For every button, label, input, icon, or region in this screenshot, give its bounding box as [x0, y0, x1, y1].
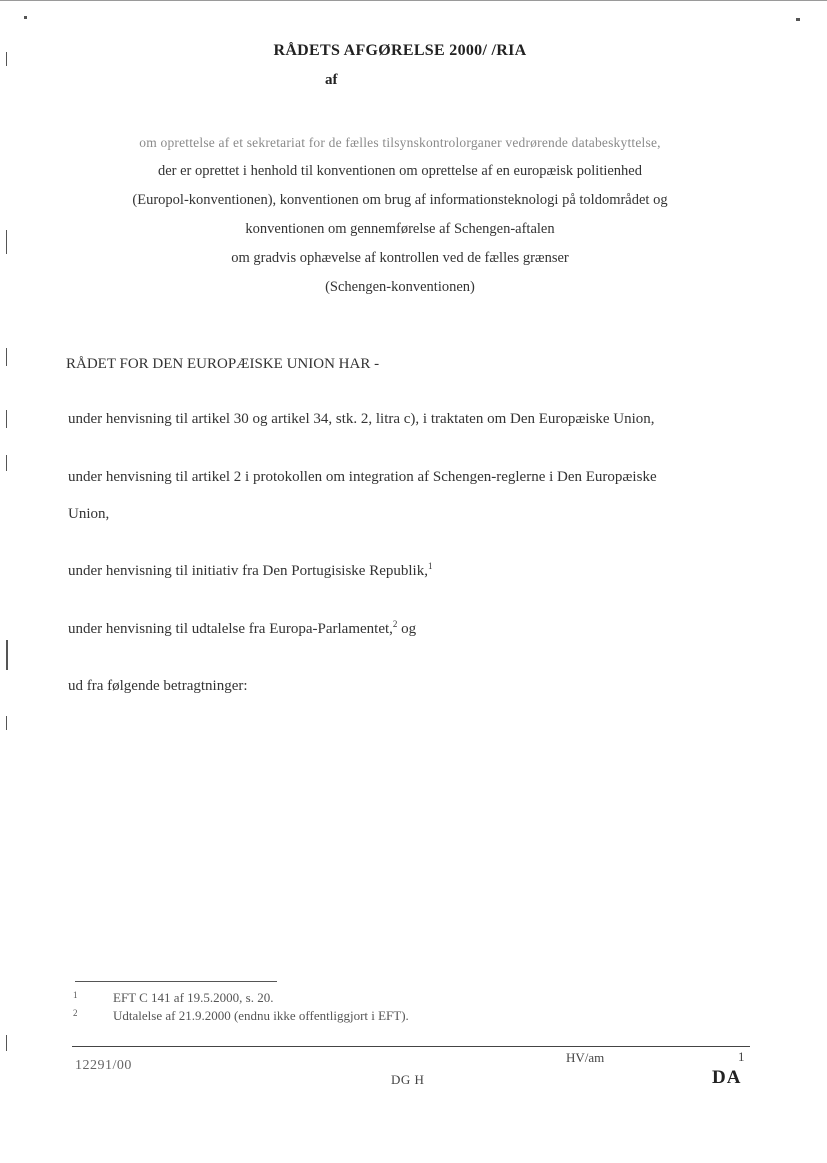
scan-artifact [6, 640, 8, 670]
footnote-ref: 2 [392, 619, 398, 629]
author-initials: HV/am [566, 1050, 605, 1065]
footer-separator [72, 1046, 750, 1047]
preamble-heading: RÅDET FOR DEN EUROPÆISKE UNION HAR - [66, 356, 380, 372]
footnote-ref: 1 [427, 561, 433, 571]
footnote-number: 1 [73, 990, 78, 1000]
footnote-text: EFT C 141 af 19.5.2000, s. 20. [113, 990, 274, 1005]
recital-protocol-cont: Union, [68, 506, 110, 522]
scan-top-edge [0, 0, 827, 1]
subject-line: om oprettelse af et sekretariat for de fælles tilsynskontrolorganer vedrørende databeskyttelse, [139, 135, 661, 150]
recital-initiative [68, 561, 432, 580]
document-number: 12291/00 [75, 1058, 132, 1073]
scan-artifact [796, 18, 800, 21]
scan-artifact [6, 716, 7, 730]
scan-artifact [24, 16, 27, 19]
recital-parliament [68, 619, 416, 638]
scan-artifact [6, 230, 7, 254]
recital-considerations: ud fra følgende betragtninger: [68, 678, 248, 694]
footnote [73, 1008, 409, 1024]
decision-subtitle: af [325, 72, 338, 88]
footnote-separator [75, 981, 277, 982]
scan-artifact [6, 455, 7, 471]
subject-line: der er oprettet i henhold til konventionen om oprettelse af en europæisk politienhed [157, 163, 642, 179]
language-code: DA [712, 1067, 742, 1088]
recital-parliament-tail: og [397, 621, 417, 637]
subject-line: om gradvis ophævelse af kontrollen ved de fælles grænser [231, 250, 569, 266]
decision-subject [60, 128, 740, 302]
recital-initiative-text: under henvisning til initiativ fra Den Portugisiske Republik, [68, 563, 428, 579]
scan-artifact [6, 1035, 7, 1051]
scan-artifact [6, 348, 7, 366]
subject-line: (Europol-konventionen), konventionen om brug af informationsteknologi på toldområdet og [132, 192, 668, 208]
footnote-number: 2 [73, 1008, 78, 1018]
footnote [73, 990, 273, 1006]
subject-line: (Schengen-konventionen) [325, 279, 475, 295]
decision-title: RÅDETS AFGØRELSE 2000/ /RIA [273, 42, 527, 59]
subject-line: konventionen om gennemførelse af Schengen-aftalen [245, 221, 555, 237]
footnote-text: Udtalelse af 21.9.2000 (endnu ikke offentliggjort i EFT). [113, 1008, 409, 1023]
scan-artifact [6, 410, 7, 428]
recital-parliament-text: under henvisning til udtalelse fra Europa-Parlamentet, [68, 621, 393, 637]
recital-protocol: under henvisning til artikel 2 i protokollen om integration af Schengen-reglerne i Den Europæiske [68, 469, 657, 485]
directorate: DG H [391, 1072, 425, 1087]
recital-treaty: under henvisning til artikel 30 og artikel 34, stk. 2, litra c), i traktaten om Den Europæiske Union, [68, 411, 655, 427]
page-number: 1 [738, 1049, 745, 1064]
